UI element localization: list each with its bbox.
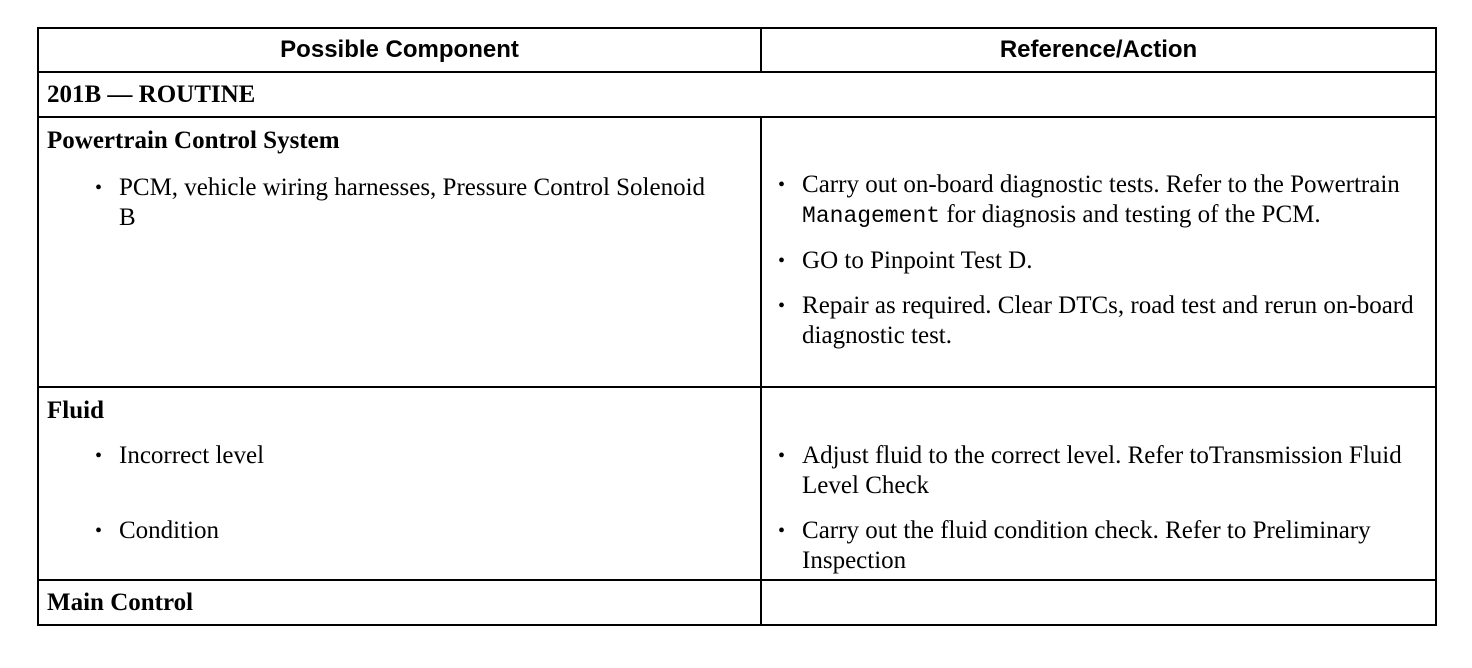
routine-title: 201B — ROUTINE xyxy=(38,72,1436,117)
action-item-adjust-fluid-text: Adjust fluid to the correct level. Refer toTransmission Fluid Level Check xyxy=(802,442,1402,499)
powertrain-component-cell xyxy=(38,117,761,387)
diagnosis-table xyxy=(37,27,1437,626)
bullet-icon: • xyxy=(778,174,786,196)
component-item-incorrect-level-text: Incorrect level xyxy=(119,442,265,469)
header-possible-component: Possible Component xyxy=(38,28,761,72)
header-row xyxy=(38,28,1436,72)
bullet-icon: • xyxy=(778,520,786,542)
bullet-icon: • xyxy=(95,177,103,199)
powertrain-action-cell xyxy=(761,117,1436,387)
main-control-title: Main Control xyxy=(38,580,761,625)
action-item-repair-text: Repair as required. Clear DTCs, road test and rerun on-board diagnostic test. xyxy=(802,292,1414,349)
action-item-repair xyxy=(762,291,1435,351)
component-item-incorrect-level xyxy=(39,441,760,471)
bullet-icon: • xyxy=(95,520,103,542)
fluid-row xyxy=(38,387,1436,580)
action-item-adjust-fluid xyxy=(762,441,1435,501)
fluid-action-cell xyxy=(761,387,1436,580)
action-item-fluid-condition-text: Carry out the fluid condition check. Refer to Preliminary Inspection xyxy=(802,517,1371,574)
main-control-action-cell xyxy=(761,580,1436,625)
action-item-fluid-condition xyxy=(762,516,1435,576)
fluid-component-cell xyxy=(38,387,761,580)
powertrain-title: Powertrain Control System xyxy=(47,127,340,154)
bullet-icon: • xyxy=(778,445,786,467)
bullet-icon: • xyxy=(778,250,786,272)
main-control-row xyxy=(38,580,1436,625)
action-text-post: for diagnosis and testing of the PCM. xyxy=(940,201,1321,228)
component-item-condition-text: Condition xyxy=(119,517,220,544)
bullet-icon: • xyxy=(95,445,103,467)
powertrain-management-link[interactable]: Management xyxy=(802,203,941,229)
component-item-condition xyxy=(39,516,760,546)
action-text-pre: Carry out on-board diagnostic tests. Refer to the Powertrain xyxy=(802,171,1400,198)
component-item-pcm xyxy=(39,173,760,233)
action-item-pinpoint xyxy=(762,246,1435,276)
bullet-icon: • xyxy=(778,295,786,317)
powertrain-row xyxy=(38,117,1436,387)
routine-row xyxy=(38,72,1436,117)
component-item-pcm-text: PCM, vehicle wiring harnesses, Pressure Control Solenoid B xyxy=(119,174,706,231)
action-item-pinpoint-text: GO to Pinpoint Test D. xyxy=(802,247,1033,274)
fluid-title: Fluid xyxy=(47,397,104,424)
action-item-obd-tests xyxy=(762,170,1435,231)
header-reference-action: Reference/Action xyxy=(761,28,1436,72)
